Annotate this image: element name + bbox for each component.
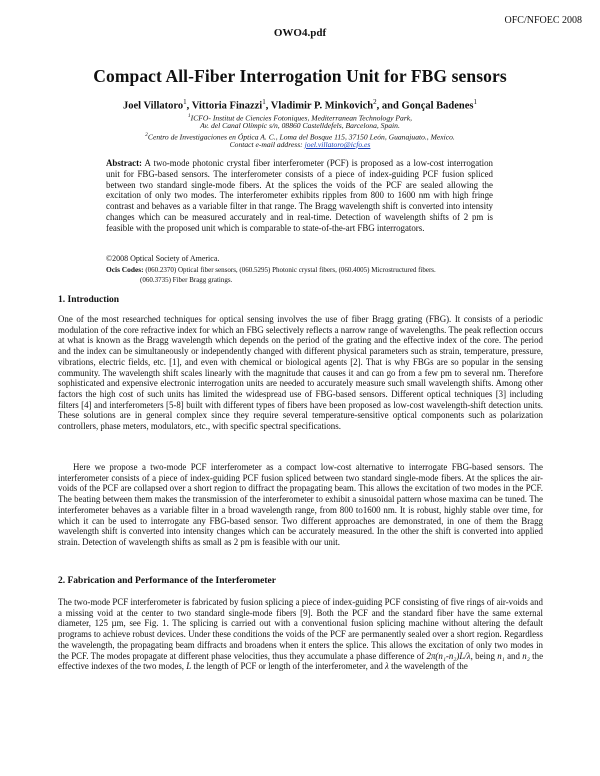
author-name: Vittoria Finazzi	[191, 100, 263, 112]
affiliation-1-address: Av. del Canal Olímpic s/n, 08860 Castelldefels, Barcelona, Spain.	[200, 121, 400, 130]
ocis-codes-text: (060.2370) Optical fiber sensors, (060.5295) Photonic crystal fibers, (060.4005) Microstructured fibers.	[145, 266, 436, 274]
ocis-label: Ocis Codes:	[106, 265, 144, 274]
affiliation-mark: 1	[473, 98, 478, 106]
abstract	[106, 158, 493, 234]
file-name: OWO4.pdf	[273, 27, 327, 39]
author-name: Joel Villatoro	[122, 100, 184, 112]
section-heading-introduction: 1. Introduction	[58, 295, 120, 305]
paragraph: The two-mode PCF interferometer is fabricated by fusion splicing a piece of index-guiding PCF consisting of five rings of air-voids and a missing void at the center to two standard single-mode fibers [9]. Both the PCF and the standard fiber have the same external diameter, 125 µm, see Fig. 1. The splicing is carried out with a conventional fusion splicing machine without altering the default programs to achieve robust devices. Under these conditions the voids of the PCF are permanently sealed over a short region. Regardless the wavelength, the propagating beam diffracts and broadens when it enters the splice. This allows the excitation of only two modes in the PCF. The modes propagate at different phase velocities, thus they accumulate a phase difference of 2π(n₁-n₂)L/λ, being n₁ and n₂ the effective indexes of the two modes, L the length of PCF or length of the interferometer, and λ the wavelength of the	[58, 597, 544, 672]
abstract-text: A two-mode photonic crystal fiber interferometer (PCF) is proposed as a low-cost interrogation unit for FBG-based sensors. The interferometer consists of a piece of index-guiding PCF fusion spliced between two standard single-mode fibers. At the splices the voids of the PCF are sealed allowing the excitation of only two modes. The interferometer exhibits ripples from 800 to 1600 nm with high fringe contrast and behaves as a variable filter in that range. The Bragg wavelength shift is converted into intensity changes which can be measured accurately and in real-time. Detection of wavelength shifts of 2 pm is feasible with the proposed unit which is comparable to state-of-the-art FBG interrogators.	[106, 158, 493, 233]
author-name: Vladimir P. Minkovich	[270, 100, 374, 112]
phase-formula: 2π(n₁-n₂)L/λ	[426, 650, 471, 661]
affiliation-mark: 1	[183, 98, 187, 106]
affiliation-2: $^2$Centro de Investigaciones en Óptica A. C., Loma del Bosque 115, 37150 León, Guanajuato., Mexico.	[145, 132, 455, 142]
affiliation-1: $^1$ICFO- Institut de Ciencies Fotoniques, Mediterranean Technology Park,	[187, 113, 413, 123]
author-list: Joel Villatoro$^1$, Vittoria Finazzi$^1$, Vladimir P. Minkovich$^2$, and Gonçal Badenes$^1$	[122, 98, 478, 112]
contact-label: Contact e-mail address:	[229, 140, 303, 149]
paragraph: One of the most researched techniques for optical sensing involves the use of fiber Bragg grating (FBG). It consists of a periodic modulation of the core refractive index for which an FBG selectively reflects a narrow range of wavelengths. The peak reflection occurs at what is known as the Bragg wavelength which depends on the period of the grating and the effective index of the core. The period and the index can be simultaneously or independently changed with different physical parameters such as strain, temperature, pressure, vibrations, electric fields, etc. [1], and even with chemical or biological agents [2]. That is why FBGs are so popular in the sensing community. The wavelength shift scales linearly with the magnitude that causes it and can go from a few pm to several nm. Therefore sophisticated and expensive electronic interrogation units are needed to accurately measure such small wavelength shifts. Among other factors the high cost of such units has limited the widespread use of FBG-based sensors. Different optical techniques [3] including filters [4] and interferometers [5-8] built with different types of fibers have been proposed as low-cost wavelength-shift detection units. These solutions are in general complex since they require several temperature-sensitive optical components such as polarization controllers, phase meters, modulators, etc., with specific spectral specifications.	[58, 314, 543, 432]
copyright: ©2008 Optical Society of America.	[106, 254, 220, 263]
paragraph: Here we propose a two-mode PCF interferometer as a compact low-cost alternative to interrogate FBG-based sensors. The interferometer consists of a piece of index-guiding PCF fusion spliced between two standard single-mode fibers. At the splices the air-voids of the PCF are collapsed over a short region to diffract the propagating beam. This allows the excitation of two modes in the PCF. The beating between them makes the transmission of the interferometer to exhibit a sinusoidal pattern whose maxima can be tuned. The interferometer behaves as a variable filter in a broad wavelength range, from 800 to1600 nm. It is robust, highly stable over time, for which it can be used to interrogate any FBG-based sensor. Two different approaches are demonstrated, in one of them the Bragg wavelength shift is converted into intensity changes which can be accurately measured. In the other the shift is converted into applied strain. Detection of wavelength shifts as small as 2 pm is feasible with our unit.	[58, 462, 543, 548]
abstract-label: Abstract:	[106, 158, 142, 168]
author-name: Gonçal Badenes	[401, 100, 474, 112]
ocis-codes-cont: (060.3735) Fiber Bragg gratings.	[140, 275, 233, 284]
contact-email-link[interactable]: joel.villatoro@icfo.es	[304, 140, 371, 149]
ocis-codes	[106, 265, 496, 285]
contact-line	[0, 140, 600, 150]
affiliation-mark: 2	[373, 98, 377, 106]
affiliation-mark: 1	[262, 98, 266, 106]
section-heading-fabrication: 2. Fabrication and Performance of the Interferometer	[58, 576, 276, 586]
paper-title: Compact All-Fiber Interrogation Unit for FBG sensors	[93, 66, 507, 86]
conference-label: OFC/NFOEC 2008	[504, 15, 582, 26]
